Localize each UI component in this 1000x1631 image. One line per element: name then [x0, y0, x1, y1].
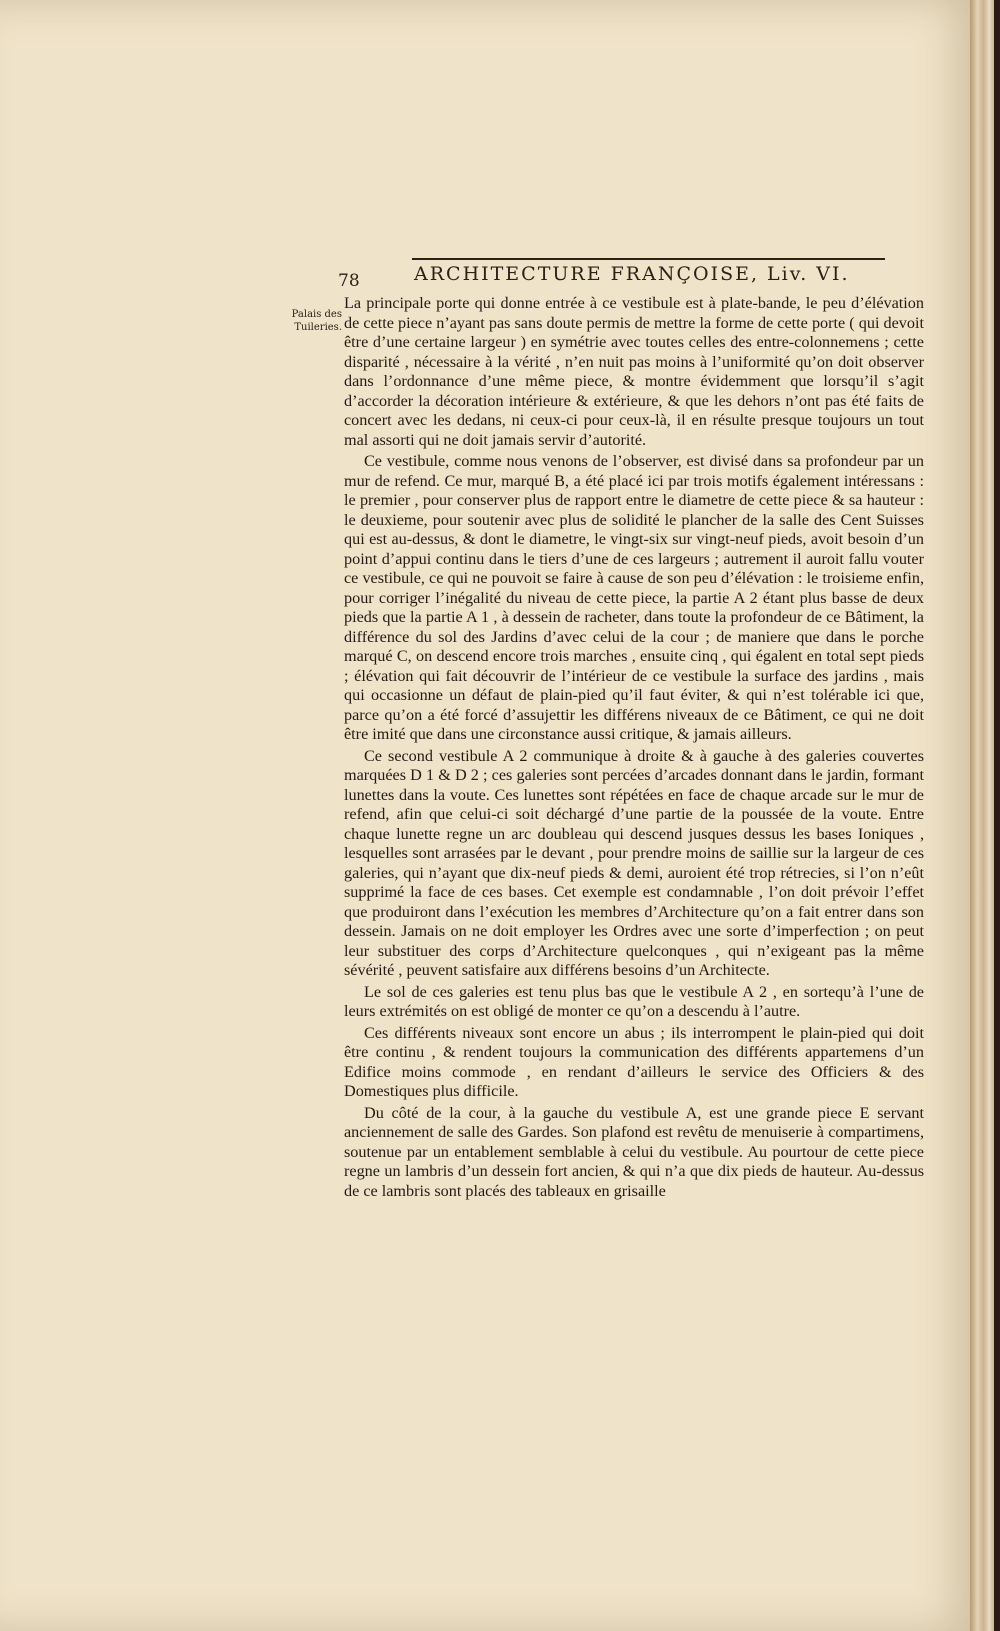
margin-note: Palais des Tuileries.: [291, 309, 342, 333]
paragraph: Ces différents niveaux sont encore un abus ; ils interrompent le plain-pied qui doit être continu , & rendent toujours la communication des différents appartemens d’un Edifice moins commode , en rendant d’ailleurs le service des Officiers & des Domestiques plus difficile.: [344, 1023, 924, 1100]
paragraph: Le sol de ces galeries est tenu plus bas que le vestibule A 2 , en sortequ’à l’une de leurs extrémités on est obligé de monter ce qu’on a descendu à l’autre.: [344, 982, 924, 1020]
running-head: ARCHITECTURE FRANÇOISE, Liv. VI.: [414, 263, 850, 285]
page-number: 78: [338, 271, 360, 291]
body-text: [344, 294, 924, 1203]
paragraph: La principale porte qui donne entrée à ce vestibule est à plate-bande, le peu d’élévation de cette piece n’ayant pas sans doute permis de mettre la forme de cette porte ( qui devoit être d’une certaine largeur ) en symétrie avec toutes celles des entre-colonnemens ; cette disparité , nécessaire à la vérité , n’en nuit pas moins à l’uniformité qu’on doit observer dans l’ordonnance d’une même piece, & montre évidemment que lorsqu’il s’agit d’accorder la décoration intérieure & extérieure, & que les dehors n’ont pas été faits de concert avec les dedans, ni ceux-ci pour ceux-là, il en résulte presque toujours un tout mal assorti qui ne doit jamais servir d’autorité.: [344, 294, 924, 449]
paragraph: Ce second vestibule A 2 communique à droite & à gauche à des galeries couvertes marquées D 1 & D 2 ; ces galeries sont percées d’arcades donnant dans le jardin, formant lunettes dans la voute. Ces lunettes sont répétées en face de chaque arcade sur le mur de refend, afin que celui-ci soit déchargé d’une partie de la poussée de la voute. Entre chaque lunette regne un arc doubleau qui descend jusques dessus les bases Ioniques , lesquelles sont arrasées par le devant , pour prendre moins de saillie sur la largeur de ces galeries, qui n’ayant que dix-neuf pieds & demi, auroient été trop rétrecies, si l’on n’eût supprimé la face de ces bases. Cet exemple est condamnable , l’on doit prévoir l’effet que produiront dans l’exécution les membres d’Architecture qu’on a fait entrer dans son dessein. Jamais on ne doit employer les Ordres avec une sorte d’imperfection ; on peut leur substituer des corps d’Architecture quelconques , qui n’exigeant pas la même sévérité , peuvent satisfaire aux différens besoins d’un Architecte.: [344, 746, 924, 979]
binding-shadow: [994, 0, 1000, 1631]
header-top-rule: [412, 258, 885, 260]
paragraph: Ce vestibule, comme nous venons de l’observer, est divisé dans sa profondeur par un mur de refend. Ce mur, marqué B, a été placé ici par trois motifs également intéressans : le premier , pour conserver plus de rapport entre le diametre de cette piece & sa hauteur : le deuxieme, pour soutenir avec plus de solidité le plancher de la salle des Cent Suisses qui est au-dessus, & dont le diametre, le vingt-six sur vingt-neuf pieds, avoit besoin d’un point d’appui continu dans le tiers d’une de ces largeurs ; autrement il auroit fallu vouter ce vestibule, ce qui ne pouvoit se faire à cause de son peu d’élévation : le troisieme enfin, pour corriger l’inégalité du niveau de cette piece, la partie A 2 étant plus basse de deux pieds que la partie A 1 , à dessein de racheter, dans toute la profondeur de ce Bâtiment, la différence du sol des Jardins d’avec celui de la cour ; de maniere que dans le porche marqué C, on descend encore trois marches , ensuite cinq , qui égalent en total sept pieds ; élévation qui fait découvrir de l’intérieur de ce vestibule la surface des jardins , mais qui occasionne un défaut de plain-pied qu’il faut éviter, & qui n’est tolérable ici que, parce qu’on a été forcé d’assujettir les différens niveaux de ce Bâtiment, ce qui ne doit être imité que dans une circonstance aussi critique, & jamais ailleurs.: [344, 452, 924, 743]
paragraph: Du côté de la cour, à la gauche du vestibule A, est une grande piece E servant anciennement de salle des Gardes. Son plafond est revêtu de menuiserie à compartimens, soutenue par un entablement semblable à celui du vestibule. Au pourtour de cette piece regne un lambris d’un dessein fort ancien, & qui n’a que dix pieds de hauteur. Au-dessus de ce lambris sont placés des tableaux en grisaille: [344, 1103, 924, 1200]
